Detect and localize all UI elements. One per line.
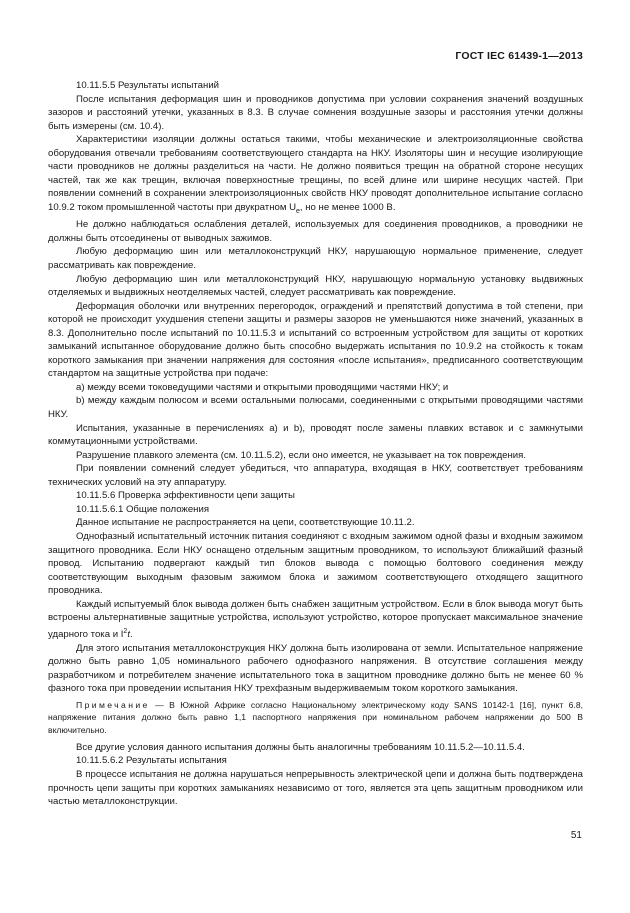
paragraph: Однофазный испытательный источник питания соединяют с входным зажимом одной фазы и входным зажимом защитного проводника. Если НКУ оснащено отдельным защитным проводником, то используют ближайший фазный провод. Испытанию подвергают каждый тип блоков вывода с помощью болтового соединения между соответствующим выходным фазовым зажимом блока и зажимом соответствующего отходящего защитного проводника. bbox=[48, 530, 583, 597]
list-item: a) между всеми токоведущими частями и открытыми проводящими частями НКУ; и bbox=[76, 381, 449, 393]
paragraph: Любую деформацию шин или металлоконструкций НКУ, нарушающую нормальное применение, следует рассматривать как повреждение. bbox=[48, 246, 583, 272]
paragraph: После испытания деформация шин и проводников допустима при условии сохранения значений воздушных зазоров и расстояний утечки, указанных в 8.3. В случае сомнения воздушные зазоры и расстояния утечки должны быть измерены (см. 10.4). bbox=[48, 93, 583, 132]
paragraph: В процессе испытания не должна нарушаться непрерывность электрической цепи и должна быть подтверждена прочность цепи защиты при коротких замыканиях независимо от того, является эта цепь защитным проводником или частью металлоконструкции. bbox=[48, 769, 583, 808]
note-text: — В Южной Африке согласно Национальному электрическому коду SANS 10142-1 [16], пункт 6.8, напряжение питания должно быть равно 1,1 паспортного напряжения при номинальном рабочем напряжении до 500 В включительно. bbox=[48, 699, 583, 735]
section-heading: 10.11.5.6 Проверка эффективности цепи защиты bbox=[76, 490, 295, 502]
paragraph: Не должно наблюдаться ослабления деталей, используемых для соединения проводников, а проводники не должны быть отсоединены от выводных зажимов. bbox=[48, 219, 583, 244]
list-item: b) между каждым полюсом и всеми остальными полюсами, соединенными с открытыми проводящими частями НКУ. bbox=[48, 395, 583, 421]
paragraph: Для этого испытания металлоконструкция НКУ должна быть изолирована от земли. Испытательное напряжение должно быть равно 1,05 номинального рабочего однофазного напряжения. В отсутствие соглашения между разработчиком и потребителем значение испытательного тока в защитном проводнике должно быть не менее 60 % фазного тока при проведении испытания НКУ трехфазным выдерживаемым током короткого замыкания. bbox=[48, 642, 583, 695]
page-number: 51 bbox=[570, 830, 582, 841]
paragraph bbox=[48, 133, 583, 218]
subsection-heading: 10.11.5.6.1 Общие положения bbox=[76, 503, 210, 515]
paragraph: При появлении сомнений следует убедиться, что аппаратура, входящая в НКУ, соответствует требованиям технических условий на эту аппаратуру. bbox=[48, 463, 583, 488]
paragraph-text: Каждый испытуемый блок вывода должен быть снабжен защитным устройством. Если в блок вывода могут быть встроены альтернативные защитные устройства, используют устройство, которое пропускает максимальное значение ударного тока и I bbox=[48, 598, 583, 640]
paragraph: Деформация оболочки или внутренних перегородок, ограждений и препятствий допустима в той степени, при которой не происходит ухудшения степени защиты и размеры зазоров не уменьшаются ниже значений, указанных в 8.3. Дополнительно после испытаний по 10.11.5.3 и испытаний со встроенным устройством для защиты от коротких замыканий испытанное оборудование должно быть способно выдержать испытания по 10.9.2 на стойкость к токам короткого замыкания при значении напряжения для состояния «после испытания», предписанного соответствующим стандартом на защитные устройства при подаче: bbox=[48, 300, 583, 380]
paragraph: Все другие условия данного испытания должны быть аналогичны требованиям 10.11.5.2—10.11.5.4. bbox=[76, 741, 525, 753]
paragraph: Испытания, указанные в перечислениях a) и b), проводят после замены плавких вставок и с замкнутыми коммутационными устройствами. bbox=[48, 422, 583, 448]
section-heading: 10.11.5.5 Результаты испытаний bbox=[76, 80, 220, 91]
superscript-2: 2 bbox=[123, 627, 128, 635]
page-body bbox=[48, 79, 583, 809]
paragraph: Любую деформацию шин или металлоконструкций НКУ, нарушающую нормальную установку выдвижных отделяемых и выдвижных неотделяемых частей, следует рассматривать как повреждение. bbox=[48, 273, 583, 299]
italic-t: t bbox=[127, 628, 130, 640]
paragraph: Данное испытание не распространяется на цепи, соответствующие 10.11.2. bbox=[76, 517, 415, 529]
paragraph-tail: , но не менее 1000 В. bbox=[299, 201, 396, 213]
paragraph bbox=[48, 598, 583, 642]
note-label: Примечание bbox=[76, 699, 150, 710]
paragraph: Разрушение плавкого элемента (см. 10.11.5.2), если оно имеется, не указывает на ток повреждения. bbox=[76, 449, 527, 461]
subsection-heading: 10.11.5.6.2 Результаты испытания bbox=[76, 755, 227, 767]
note bbox=[48, 699, 583, 736]
standard-header: ГОСТ IEC 61439-1—2013 bbox=[455, 50, 583, 62]
paragraph-text: Характеристики изоляции должны остаться такими, чтобы механические и электроизоляционные свойства оборудования отвечали требованиям соответствующего стандарта на НКУ. Изоляторы шин и несущие изолирующие части проводников не должны разделиться на части. Не должно появиться трещин на обратной стороне несущих частей, так же как трещин, включая поверхностные трещины, по всей длине или ширине несущих частей. При появлении сомнений в сохранении электроизоляционных свойств НКУ проводят дополнительное испытание согласно 10.9.2 током промышленной частоты при двукратном U bbox=[48, 134, 583, 213]
subscript-e: e bbox=[296, 207, 300, 215]
paragraph-tail: . bbox=[129, 628, 133, 640]
